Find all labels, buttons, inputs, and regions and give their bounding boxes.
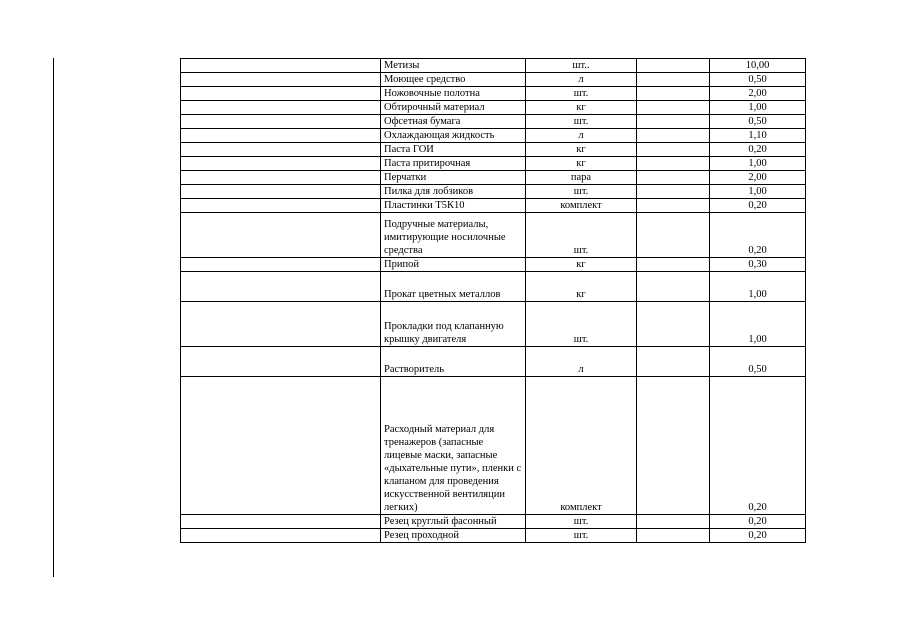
table-row	[181, 101, 806, 115]
table-row	[181, 185, 806, 199]
row-blank-cell	[181, 185, 381, 199]
unit-of-measure: шт.	[526, 87, 637, 101]
row-blank-cell	[637, 115, 710, 129]
unit-of-measure: комплект	[526, 199, 637, 213]
quantity-value: 1,00	[710, 272, 806, 302]
material-name: Метизы	[381, 59, 526, 73]
material-name: Офсетная бумага	[381, 115, 526, 129]
quantity-value: 0,20	[710, 377, 806, 515]
row-blank-cell	[181, 272, 381, 302]
quantity-value: 1,00	[710, 302, 806, 347]
row-blank-cell	[637, 515, 710, 529]
row-blank-cell	[181, 59, 381, 73]
unit-of-measure: пара	[526, 171, 637, 185]
table-row	[181, 213, 806, 258]
row-blank-cell	[637, 258, 710, 272]
table-row	[181, 143, 806, 157]
row-blank-cell	[637, 87, 710, 101]
row-blank-cell	[181, 101, 381, 115]
row-blank-cell	[181, 258, 381, 272]
row-blank-cell	[637, 171, 710, 185]
unit-of-measure: л	[526, 73, 637, 87]
unit-of-measure: шт.	[526, 115, 637, 129]
unit-of-measure: кг	[526, 101, 637, 115]
material-name: Пластинки Т5К10	[381, 199, 526, 213]
row-blank-cell	[637, 59, 710, 73]
material-name: Обтирочный материал	[381, 101, 526, 115]
table-row	[181, 347, 806, 377]
material-name: Перчатки	[381, 171, 526, 185]
material-name: Подручные материалы, имитирующие носилочные средства	[381, 213, 526, 258]
row-blank-cell	[637, 143, 710, 157]
row-blank-cell	[181, 302, 381, 347]
quantity-value: 1,00	[710, 185, 806, 199]
row-blank-cell	[637, 529, 710, 543]
quantity-value: 2,00	[710, 87, 806, 101]
table-row	[181, 87, 806, 101]
unit-of-measure: шт.	[526, 515, 637, 529]
left-margin-rule	[53, 58, 54, 577]
row-blank-cell	[181, 377, 381, 515]
table-row	[181, 515, 806, 529]
unit-of-measure: л	[526, 347, 637, 377]
table-row	[181, 529, 806, 543]
unit-of-measure: шт.	[526, 302, 637, 347]
table-row	[181, 272, 806, 302]
table-row	[181, 129, 806, 143]
row-blank-cell	[637, 272, 710, 302]
materials-table-body	[181, 59, 806, 543]
unit-of-measure: шт.	[526, 529, 637, 543]
row-blank-cell	[181, 529, 381, 543]
table-row	[181, 377, 806, 515]
table-row	[181, 199, 806, 213]
quantity-value: 0,20	[710, 529, 806, 543]
quantity-value: 0,50	[710, 115, 806, 129]
unit-of-measure: кг	[526, 258, 637, 272]
unit-of-measure: кг	[526, 272, 637, 302]
quantity-value: 1,00	[710, 101, 806, 115]
unit-of-measure: кг	[526, 157, 637, 171]
row-blank-cell	[181, 199, 381, 213]
row-blank-cell	[637, 377, 710, 515]
quantity-value: 1,00	[710, 157, 806, 171]
quantity-value: 0,30	[710, 258, 806, 272]
quantity-value: 1,10	[710, 129, 806, 143]
row-blank-cell	[181, 143, 381, 157]
row-blank-cell	[181, 213, 381, 258]
quantity-value: 0,50	[710, 347, 806, 377]
table-row	[181, 115, 806, 129]
unit-of-measure: комплект	[526, 377, 637, 515]
unit-of-measure: шт..	[526, 59, 637, 73]
material-name: Ножовочные полотна	[381, 87, 526, 101]
row-blank-cell	[181, 347, 381, 377]
row-blank-cell	[637, 185, 710, 199]
unit-of-measure: шт.	[526, 213, 637, 258]
material-name: Паста притирочная	[381, 157, 526, 171]
quantity-value: 10,00	[710, 59, 806, 73]
row-blank-cell	[181, 87, 381, 101]
row-blank-cell	[181, 73, 381, 87]
quantity-value: 2,00	[710, 171, 806, 185]
material-name: Припой	[381, 258, 526, 272]
row-blank-cell	[637, 347, 710, 377]
row-blank-cell	[637, 73, 710, 87]
quantity-value: 0,20	[710, 213, 806, 258]
material-name: Моющее средство	[381, 73, 526, 87]
unit-of-measure: кг	[526, 143, 637, 157]
row-blank-cell	[181, 157, 381, 171]
row-blank-cell	[637, 157, 710, 171]
quantity-value: 0,20	[710, 515, 806, 529]
unit-of-measure: л	[526, 129, 637, 143]
row-blank-cell	[637, 101, 710, 115]
material-name: Охлаждающая жидкость	[381, 129, 526, 143]
material-name: Прокат цветных металлов	[381, 272, 526, 302]
unit-of-measure: шт.	[526, 185, 637, 199]
material-name: Резец проходной	[381, 529, 526, 543]
row-blank-cell	[637, 213, 710, 258]
table-row	[181, 258, 806, 272]
row-blank-cell	[637, 302, 710, 347]
row-blank-cell	[181, 515, 381, 529]
material-name: Растворитель	[381, 347, 526, 377]
table-row	[181, 157, 806, 171]
quantity-value: 0,20	[710, 199, 806, 213]
material-name: Прокладки под клапанную крышку двигателя	[381, 302, 526, 347]
row-blank-cell	[181, 171, 381, 185]
material-name: Расходный материал для тренажеров (запасные лицевые маски, запасные «дыхательные пути», пленки с клапаном для проведения искусственной вентиляции легких)	[381, 377, 526, 515]
row-blank-cell	[637, 129, 710, 143]
table-row	[181, 73, 806, 87]
row-blank-cell	[181, 115, 381, 129]
table-row	[181, 59, 806, 73]
table-row	[181, 171, 806, 185]
table-row	[181, 302, 806, 347]
row-blank-cell	[637, 199, 710, 213]
quantity-value: 0,20	[710, 143, 806, 157]
material-name: Паста ГОИ	[381, 143, 526, 157]
row-blank-cell	[181, 129, 381, 143]
quantity-value: 0,50	[710, 73, 806, 87]
material-name: Резец круглый фасонный	[381, 515, 526, 529]
material-name: Пилка для лобзиков	[381, 185, 526, 199]
materials-table	[180, 58, 806, 543]
